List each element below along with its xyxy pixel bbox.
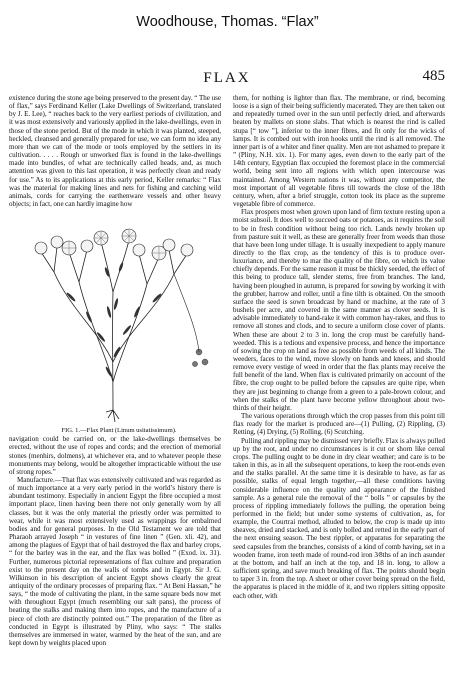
paragraph-manufacture: Manufacture.—That flax was extensively cultivated and was regarded as of much importance at a very early period in the world’s history there is abundant testimony. Especially in ancient Egypt the fibre occupied a most important place, linen having been there not only generally worn by all classes, but it was the only material the priestly order was permitted to wear, while it was most extensively used as wrappings for embalmed bodies and for general purposes. In the Old Testament we are told that Pharaoh arrayed Joseph “ in vestures of fine linen ” (Gen. xli. 42), and among the plagues of Egypt that of hail destroyed the flax and barley crops, “ for the barley was in the ear, and the flax was bolled ” (Exod. ix. 31). Further, numerous pictorial representations of flax culture and preparation exist to the present day on the walls of tombs and in Egypt. Sir J. G. Wilkinson in his description of ancient Egypt shows clearly the great antiquity of the ordinary processes of preparing flax. “ At Beni Hassan,” he says, “ the mode of cultivating the plant, in the same square beds now met with throughout Egypt (much resembling our salt pans), the process of beating the stalks and making them into ropes, and the manufacture of a piece of cloth are distinctly pointed out.” The preparation of the fibre as conducted in Egypt is illustrated by Pliny, who says: “ The stalks themselves are immersed in water, warmed by the heat of the sun, and are kept down by weights placed upon: [9, 475, 221, 648]
document-title: Woodhouse, Thomas. “Flax”: [136, 14, 319, 30]
page-number: 485: [422, 68, 445, 84]
book-page: [9, 64, 445, 694]
figure-caption: FIG. 1.—Flax Plant (Linum usitatissimum).: [61, 427, 177, 435]
paragraph-navigation: navigation could be carried on, or the lake-dwellings themselves be erected, without the use of ropes and cords; and the erection of memorial stones (menhirs, dolmens), at whichever era, and to whatever people these monuments may belong, would be altogether impracticable without the use of strong ropes.”: [9, 435, 221, 476]
paragraph-pliny: them, for nothing is lighter than flax. The membrane, or rind, becoming loose is a sign of their being sufficiently macerated. They are then taken out and repeatedly turned over in the sun until perfectly dried, and afterwards beaten by mallets on stone slabs. That which is nearest the rind is called stupa [“ tow ”], inferior to the inner fibres, and fit only for the wicks of lamps. It is combed out with iron hooks until the rind is all removed. The inner part is of a whiter and finer quality. Men are not ashamed to prepare it ” (Pliny, N.H. xix. 1). For many ages, even down to the early part of the 14th century, Egyptian flax occupied the foremost place in the commercial world, being sent into all regions with which open intercourse was maintained. Among Western nations it was, without any competitor, the most important of all vegetable fibres till towards the close of the 18th century, when, after a brief struggle, cotton took its place as the supreme vegetable fibre of commerce.: [233, 94, 445, 209]
paragraph-cultivation: Flax prospers most when grown upon land of firm texture resting upon a moist subsoil. It does well to succeed oats or potatoes, as it requires the soil to be in fresh condition without being too rich. Lands newly broken up from pasture suit it well, as these are generally freer from weeds than those that have been long under tillage. It is usually inexpedient to apply manure directly to the flax crop, as the tendency of this is to produce over-luxuriance, and thereby to mar the quality of the fibre, on which its value chiefly depends. For the same reason it must be thickly seeded, the effect of this being to produce tall, slender stems, free from branches. The land, having been ploughed in autumn, is prepared for sowing by working it with the grubber, harrow and roller, until a fine tilth is obtained. On the smooth surface the seed is sown broadcast by hand or machine, at the rate of 3 bushels per acre, and covered in the same manner as clover seeds. It is advisable immediately to hand-rake it with common hay-rakes, and thus to remove all stones and clods, and to secure a uniform close cover of plants. When these are about 2 to 3 in. long the crop must be carefully hand-weeded. This is a tedious and expensive process, and hence the importance of sowing the crop on land as free as possible from weeds of all kinds. The weeders, faces to the wind, move slowly on hands and knees, and should remove every vestige of weed in order that the flax plants may receive the full benefit of the land. When flax is cultivated primarily on account of the fibre, the crop ought to be pulled before the capsules are quite ripe, when they are just beginning to change from a green to a pale-brown colour, and when the stalks of the plant have become yellow throughout about two-thirds of their height.: [233, 208, 445, 412]
flax-plant-illustration: [9, 212, 221, 425]
paragraph-operations: The various operations through which the crop passes from this point till flax ready for the market is produced are—(1) Pulling, (2) Rippling, (3) Retting, (4) Drying, (5) Rolling, (6) Scutching.: [233, 412, 445, 437]
right-column: [233, 94, 445, 600]
running-head-title: FLAX: [203, 70, 251, 86]
running-head: [9, 64, 445, 88]
left-column: [9, 94, 221, 647]
paragraph-pulling-rippling: Pulling and rippling may be dismissed very briefly. Flax is always pulled up by the root, and under no circumstances is it cut or shorn like cereal crops. The pulling ought to be done in dry clear weather; and care is to be taken in this, as in all the subsequent operations, to keep the root-ends even and the stalks parallel. At the same time it is desirable to have, as far as possible, stalks of equal length together,—all these conditions having considerable influence on the quality and appearance of the finished sample. As a general rule the removal of the “ bolls ” or capsules by the process of rippling immediately follows the pulling, the operation being performed in the field; but under some systems of cultivation, as, for example, the Courtrai method, alluded to below, the crop is made up into sheaves, dried and stacked, and is only bolled and retted in the early part of the next ensuing season. The best rippler, or apparatus for separating the seed capsules from the branches, consists of a kind of comb having, set in a wooden frame, iron teeth made of round-rod iron 3⁄8ths of an inch asunder at the bottom, and half an inch at the top, and 18 in. long, to allow a sufficient spring, and save much breaking of flax. The points should begin to taper 3 in. from the top. A sheet or other cover being spread on the field, the apparatus is placed in the middle of it, and two ripplers sitting opposite each other, with: [233, 436, 445, 600]
paragraph-lake-dwellings: existence during the stone age being preserved to the present day. “ The use of flax,” says Ferdinand Keller (Lake Dwellings of Switzerland, translated by J. E. Lee), “ reaches back to the very earliest periods of civilization, and it was most extensively and variously applied in the lake-dwellings, even in those of the stone period. But of the mode in which it was planted, steeped, heckled, cleansed and generally prepared for use, we can form no idea any more than we can of the mode or tools employed by the settlers in its cultivation. . . . . Rough or unworked flax is found in the lake-dwellings made into bundles, of what are technically called heads, and, as much attention was given to this last operation, it was perfectly clean and ready for use.” As to its applications at this early period, Keller remarks: “ Flax was the material for making lines and nets for fishing and catching wild animals, cords for carrying the earthenware vessels and other heavy objects; in fact, one can hardly imagine how: [9, 94, 221, 209]
flax-plant-drawing: [9, 212, 221, 425]
